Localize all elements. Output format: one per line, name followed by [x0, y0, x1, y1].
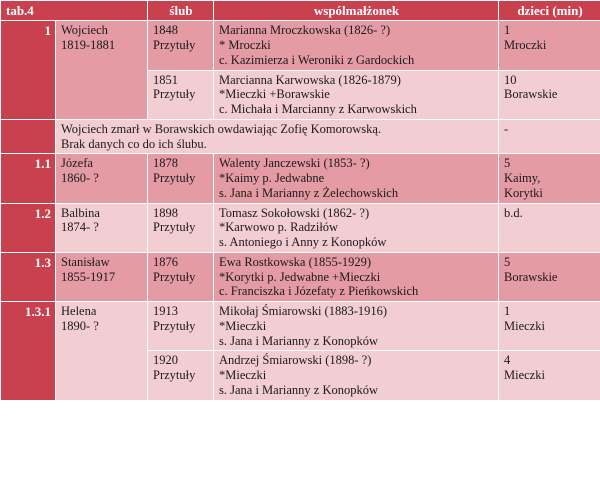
table-row: [1, 252, 600, 301]
marriage-cell: 1878 Przytuły: [148, 154, 214, 203]
marriage-cell: 1876 Przytuły: [148, 252, 214, 301]
person-cell: Wojciech 1819-1881: [56, 21, 148, 120]
children-cell: 1 Mroczki: [499, 21, 600, 70]
column-header-tab: tab.4: [1, 1, 148, 21]
children-cell: 1 Mieczki: [499, 302, 600, 351]
children-cell: 5 Borawskie: [499, 252, 600, 301]
person-cell: Józefa 1860- ?: [56, 154, 148, 203]
table-row: [1, 203, 600, 252]
children-cell: b.d.: [499, 203, 600, 252]
person-cell: Helena 1890- ?: [56, 302, 148, 401]
row-index: 1.3: [1, 252, 56, 301]
marriage-cell: 1913 Przytuły: [148, 302, 214, 351]
marriage-cell: 1848 Przytuły: [148, 21, 214, 70]
row-index: 1: [1, 21, 56, 120]
row-index: 1.1: [1, 154, 56, 203]
spouse-cell: Marianna Mroczkowska (1826- ?) * Mroczki c. Kazimierza i Weroniki z Gardockich: [214, 21, 499, 70]
children-cell: 5 Kaimy, Korytki: [499, 154, 600, 203]
table-row: [1, 302, 600, 351]
column-header-spouse: wspólmałżonek: [214, 1, 499, 21]
spouse-cell: Ewa Rostkowska (1855-1929) *Korytki p. Jedwabne +Mieczki c. Franciszka i Józefaty z Pieńkowskich: [214, 252, 499, 301]
spouse-cell: Andrzej Śmiarowski (1898- ?) *Mieczki s. Jana i Marianny z Konopków: [214, 351, 499, 400]
row-index: 1.3.1: [1, 302, 56, 401]
spouse-cell: Walenty Janczewski (1853- ?) *Kaimy p. Jedwabne s. Jana i Marianny z Żelechowskich: [214, 154, 499, 203]
marriage-cell: 1898 Przytuły: [148, 203, 214, 252]
row-index: 1.2: [1, 203, 56, 252]
children-cell: 10 Borawskie: [499, 70, 600, 119]
column-header-children: dzieci (min): [499, 1, 600, 21]
spouse-cell: Marcianna Karwowska (1826-1879) *Mieczki +Borawskie c. Michała i Marcianny z Karwowskich: [214, 70, 499, 119]
table-row-note: [1, 119, 600, 154]
spouse-cell: Mikołaj Śmiarowski (1883-1916) *Mieczki s. Jana i Marianny z Konopków: [214, 302, 499, 351]
person-cell: Stanisław 1855-1917: [56, 252, 148, 301]
table-header-row: [1, 1, 600, 21]
note-cell: Wojciech zmarł w Borawskich owdawiając Zofię Komorowską. Brak danych co do ich ślubu.: [56, 119, 499, 154]
marriage-cell: 1851 Przytuły: [148, 70, 214, 119]
children-cell: -: [499, 119, 600, 154]
row-index: [1, 119, 56, 154]
table-row: [1, 154, 600, 203]
table-row: [1, 21, 600, 70]
person-cell: Balbina 1874- ?: [56, 203, 148, 252]
children-cell: 4 Mieczki: [499, 351, 600, 400]
column-header-slub: ślub: [148, 1, 214, 21]
spouse-cell: Tomasz Sokołowski (1862- ?) *Karwowo p. Radziłów s. Antoniego i Anny z Konopków: [214, 203, 499, 252]
marriage-cell: 1920 Przytuły: [148, 351, 214, 400]
